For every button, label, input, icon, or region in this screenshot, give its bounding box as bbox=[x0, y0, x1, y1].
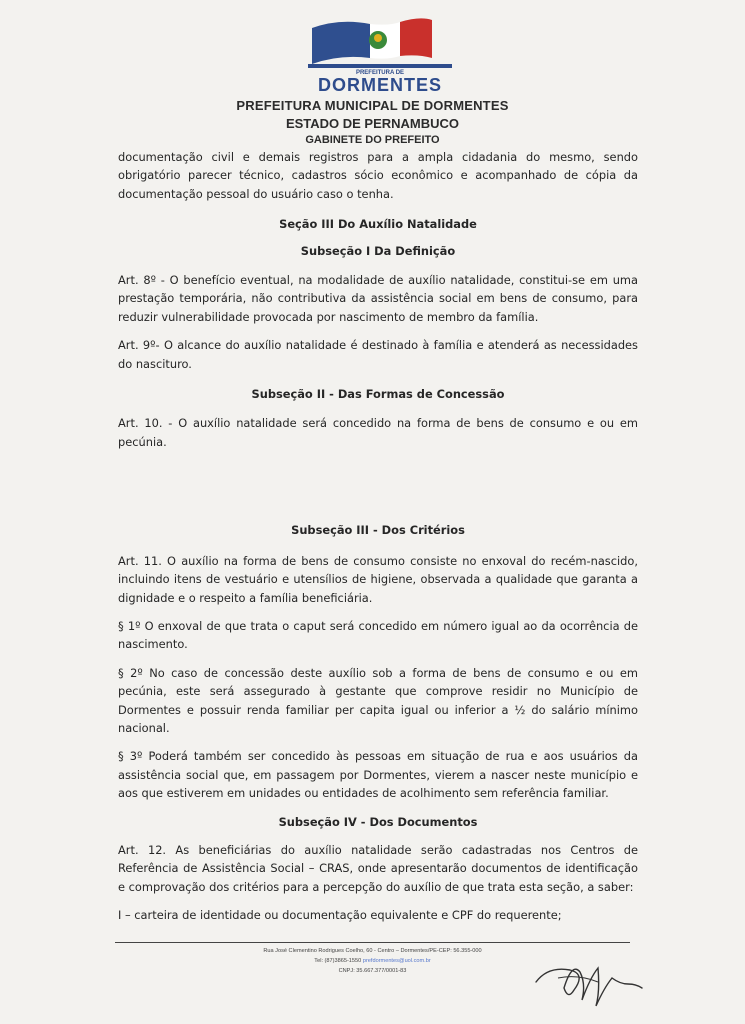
header-line-1: PREFEITURA MUNICIPAL DE DORMENTES bbox=[236, 98, 509, 113]
subsection-heading: Subseção II - Das Formas de Concessão bbox=[251, 387, 505, 402]
footer-divider bbox=[115, 942, 630, 943]
paragraph-3: § 3º Poderá também ser concedido às pessoas em situação de rua e aos usuários da assistência social que, em passagem por Dormentes, vierem a nascer neste município e aos que estiverem em unidades ou entidades de acolhimento sem referência familiar. bbox=[118, 749, 638, 801]
article-12: Art. 12. As beneficiárias do auxílio natalidade serão cadastradas nos Centros de Referência de Assistência Social – CRAS, onde apresentarão documentos de identificação e comprovação dos critérios para a percepção do auxílio de que trata esta seção, a saber: bbox=[118, 842, 638, 894]
municipality-logo bbox=[300, 14, 460, 96]
article-11: Art. 11. O auxílio na forma de bens de consumo consiste no enxoval do recém-nascido, incluindo itens de vestuário e utensílios de higiene, observada a qualidade que garanta a dignidade e o respeito a família beneficiária. bbox=[118, 553, 638, 605]
item-1: I – carteira de identidade ou documentação equivalente e CPF do requerente; bbox=[118, 908, 562, 923]
article-10: Art. 10. - O auxílio natalidade será concedido na forma de bens de consumo e ou em pecúnia. bbox=[118, 416, 638, 449]
footer-cnpj: CNPJ: 35.667.377/0001-83 bbox=[338, 968, 407, 974]
intro-paragraph: documentação civil e demais registros para a ampla cidadania do mesmo, sendo obrigatório parecer técnico, cadastros sócio econômico e acompanhado de cópia da documentação pessoal do usuário caso o tenha. bbox=[118, 150, 638, 201]
paragraph-1: § 1º O enxoval de que trata o caput será concedido em número igual ao da ocorrência de nascimento. bbox=[118, 618, 638, 652]
document-body bbox=[118, 148, 638, 925]
footer-address: Rua José Clementino Rodrigues Coelho, 60 - Centro – Dormentes/PE-CEP: 56.355-000 bbox=[263, 948, 482, 954]
header-line-2: ESTADO DE PERNAMBUCO bbox=[285, 116, 460, 131]
header-line-3: GABINETE DO PREFEITO bbox=[305, 134, 440, 146]
article-8: Art. 8º - O benefício eventual, na modalidade de auxílio natalidade, constitui-se em uma prestação temporária, não contributiva da assistência social em bens de consumo, para reduzir vulnerabilidade provocada por nascimento de membro da família. bbox=[118, 273, 638, 324]
footer-email: prefdormentes@uol.com.br bbox=[362, 958, 431, 964]
subsection-heading: Subseção IV - Dos Documentos bbox=[278, 814, 478, 829]
subsection-heading: Subseção III - Dos Critérios bbox=[291, 523, 465, 538]
subsection-heading: Subseção I Da Definição bbox=[300, 243, 456, 258]
paragraph-2: § 2º No caso de concessão deste auxílio sob a forma de bens de consumo e ou em pecúnia, este será assegurado à gestante que comprove residir no Município de Dormentes e possuir renda familiar per capita igual ou inferior a ½ do salário mínimo nacional. bbox=[118, 665, 638, 735]
section-heading: Seção III Do Auxílio Natalidade bbox=[279, 217, 477, 232]
svg-text:DORMENTES: DORMENTES bbox=[317, 75, 443, 95]
footer-phone: Tel: (87)3865-1550 bbox=[314, 958, 362, 964]
signature bbox=[528, 948, 648, 1012]
svg-text:PREFEITURA DE: PREFEITURA DE bbox=[355, 70, 405, 76]
article-9: Art. 9º- O alcance do auxílio natalidade é destinado à família e atenderá as necessidades do nascituro. bbox=[118, 338, 638, 371]
